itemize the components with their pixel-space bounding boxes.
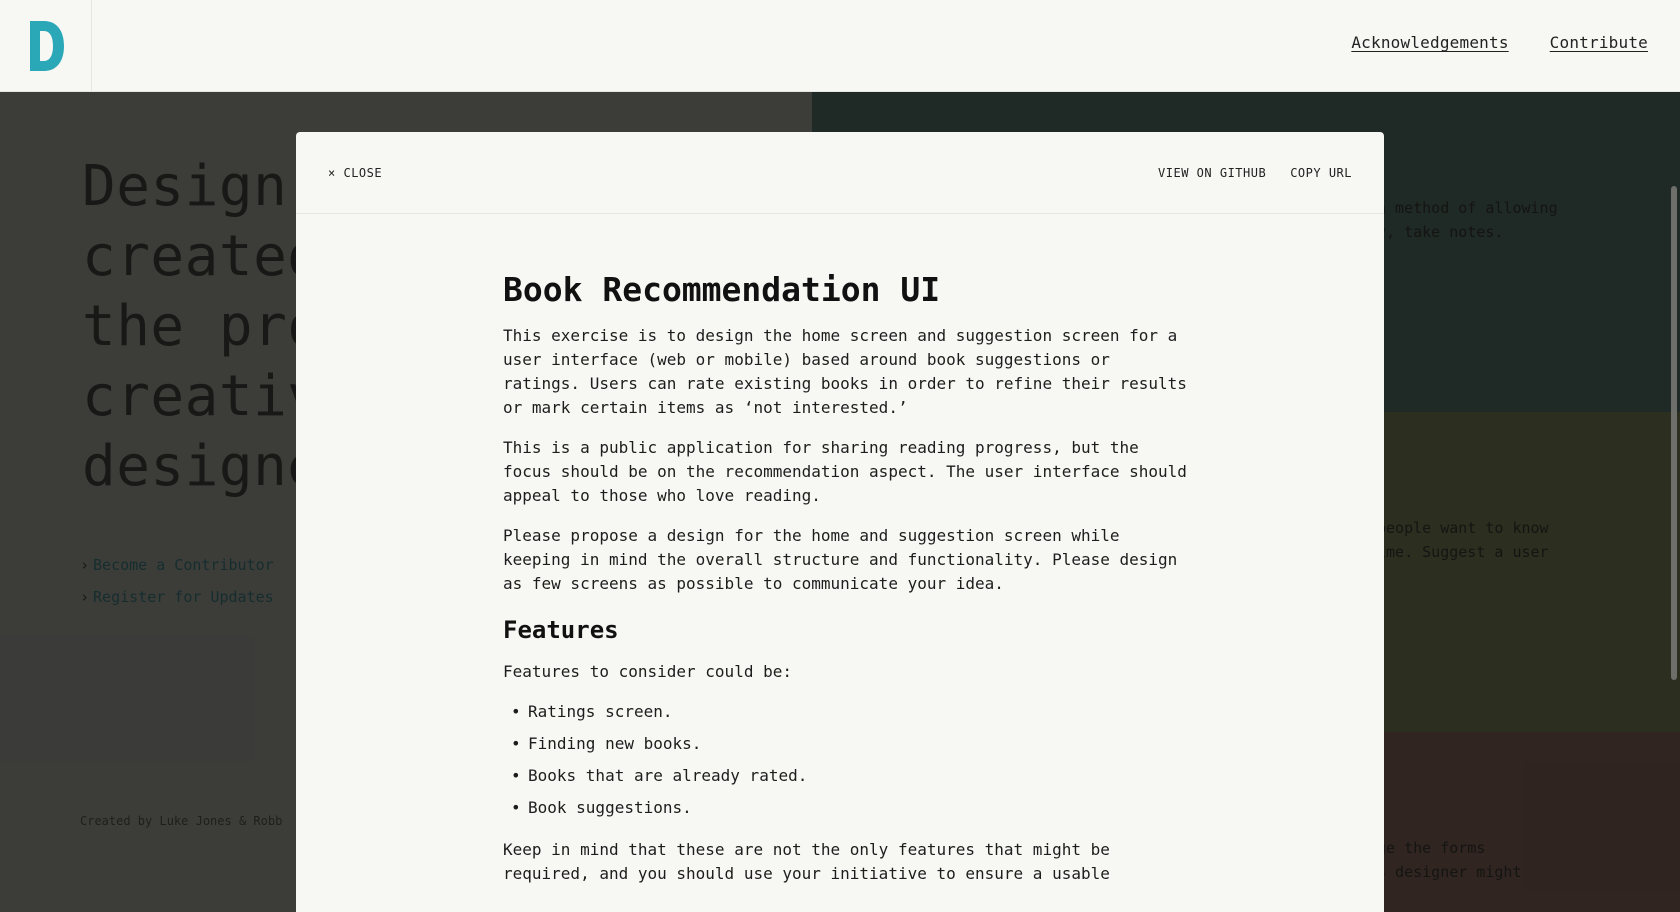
view-on-github-button[interactable]: VIEW ON GITHUB (1158, 166, 1267, 180)
bullet-icon: • (511, 766, 521, 785)
modal-actions (1158, 166, 1352, 180)
bullet-icon: • (511, 734, 521, 753)
modal-content (503, 270, 1193, 902)
feature-text: Book suggestions. (528, 798, 692, 817)
scrollbar-thumb[interactable] (1671, 186, 1677, 680)
site-header (0, 0, 1680, 92)
feature-text: Books that are already rated. (528, 766, 808, 785)
closing-paragraph: Keep in mind that these are not the only features that might be required, and you should use your initiative to ensure a usable (503, 840, 1110, 883)
copy-url-button[interactable]: COPY URL (1290, 166, 1352, 180)
scrollbar[interactable] (1668, 92, 1680, 912)
logo-link[interactable] (0, 0, 92, 92)
close-label: CLOSE (343, 166, 383, 180)
list-item (503, 732, 1193, 756)
exercise-modal (296, 132, 1384, 912)
nav-acknowledgements-link[interactable]: Acknowledgements (1351, 33, 1509, 52)
features-heading: Features (503, 616, 619, 644)
paragraph: This is a public application for sharing reading progress, but the focus should be on the recommendation aspect. The user interface should appeal to those who love reading. (503, 438, 1187, 505)
header-nav (1351, 33, 1648, 52)
bullet-icon: • (511, 702, 521, 721)
close-button[interactable] (328, 166, 382, 180)
close-icon: × (328, 166, 336, 180)
list-item (503, 764, 1193, 788)
features-list (503, 700, 1193, 820)
feature-text: Finding new books. (528, 734, 702, 753)
paragraph: This exercise is to design the home screen and suggestion screen for a user interface (web or mobile) based around book suggestions or ratings. Users can rate existing books in order to refine their results or mark certain items as ‘not interested.’ (503, 326, 1187, 417)
list-item (503, 796, 1193, 820)
exercise-title: Book Recommendation UI (503, 270, 941, 309)
modal-header (296, 132, 1384, 214)
logo-icon (26, 19, 66, 73)
features-intro: Features to consider could be: (503, 662, 792, 681)
nav-contribute-link[interactable]: Contribute (1549, 33, 1648, 52)
feature-text: Ratings screen. (528, 702, 673, 721)
list-item (503, 700, 1193, 724)
paragraph: Please propose a design for the home and suggestion screen while keeping in mind the overall structure and functionality. Please design as few screens as possible to communicate your idea. (503, 526, 1178, 593)
bullet-icon: • (511, 798, 521, 817)
